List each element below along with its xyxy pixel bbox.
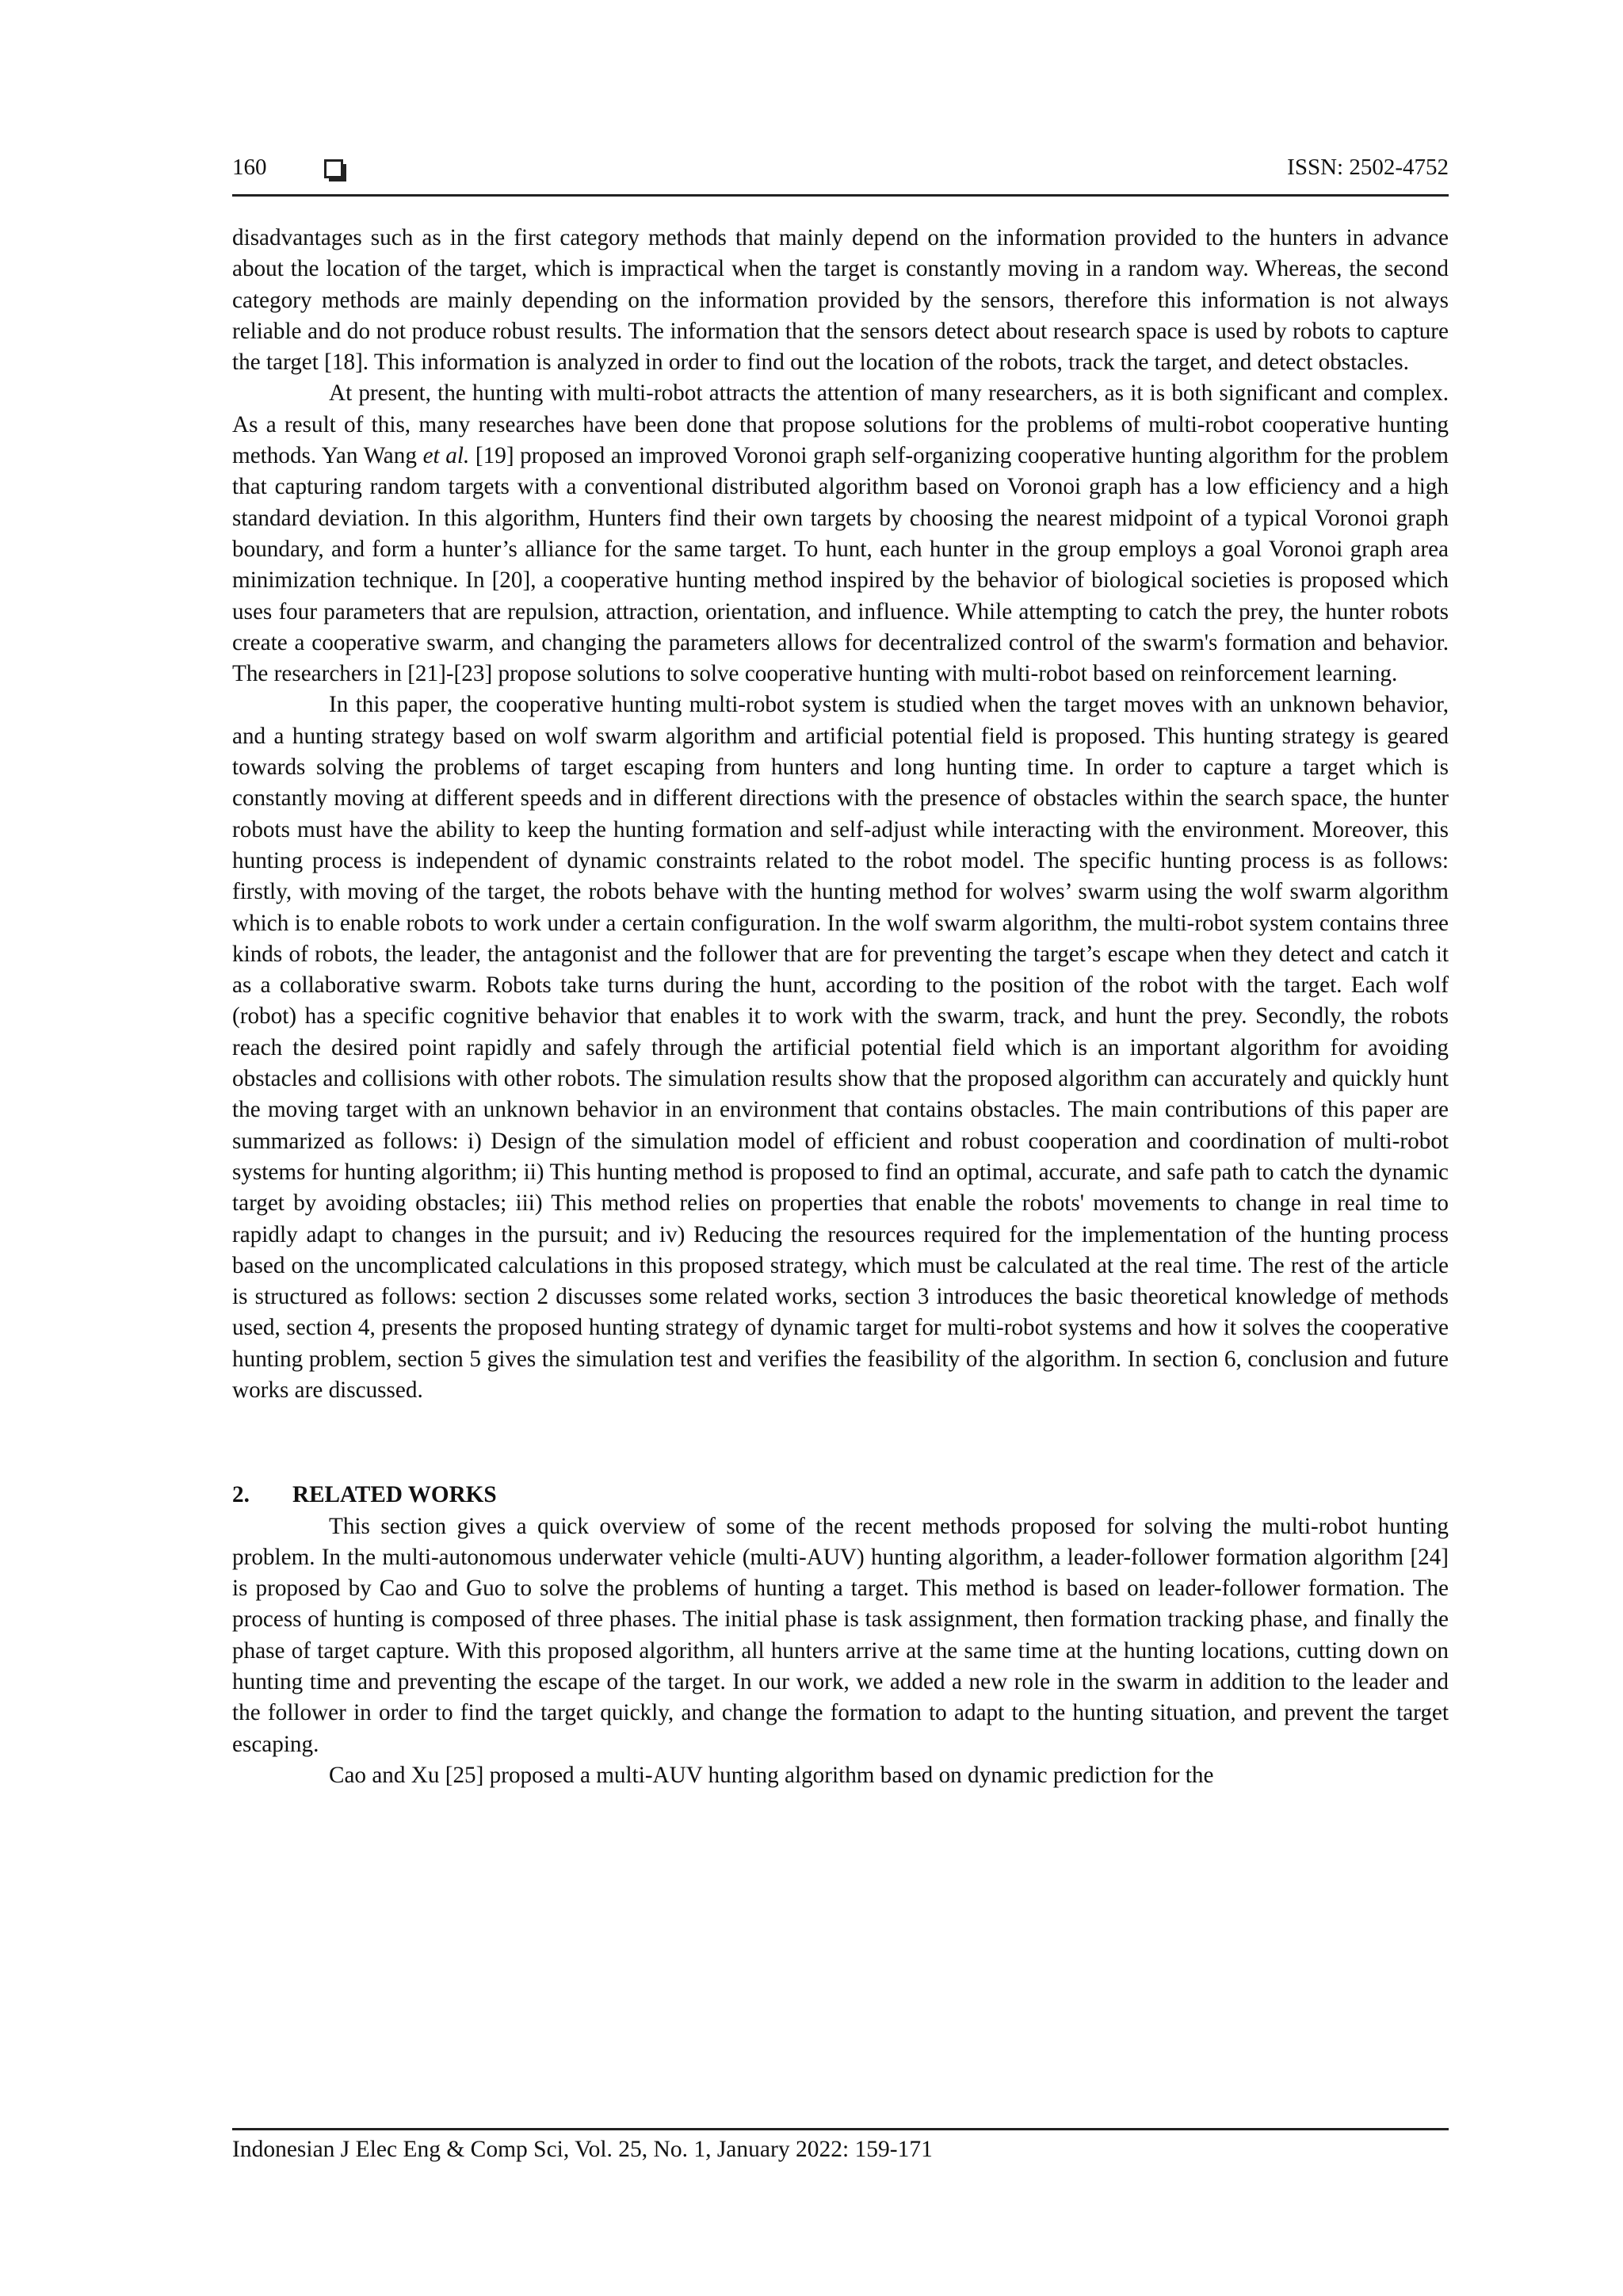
paragraph-continuation: disadvantages such as in the first category methods that mainly depend on the information provided to the hunters in advance about the location of the target, which is impractical when the target is constantly moving in a random way. Whereas, the second category methods are mainly depending on the information provided by the sensors, therefore this information is not always reliable and do not produce robust results. The information that the sensors detect about research space is used by robots to capture the target [18]. This information is analyzed in order to find out the location of the robots, track the target, and detect obstacles. <box>232 225 1449 376</box>
main-content <box>232 223 1449 1791</box>
page-footer <box>232 2128 1449 2163</box>
paragraph-text: At present, the hunting with multi-robot attracts the attention of many researchers, as it is both significant and complex. As a result of this, many researches have been done that propose solutions for the problems of multi-robot cooperative hunting methods. Yan Wang <box>232 380 1449 469</box>
header-box-icon <box>324 159 343 178</box>
paragraph-this-paper: In this paper, the cooperative hunting multi-robot system is studied when the target moves with an unknown behavior, and a hunting strategy based on wolf swarm algorithm and artificial potential field is proposed. This hunting strategy is geared towards solving the problems of target escaping from hunters and long hunting time. In order to capture a target which is constantly moving at different speeds and in different directions with the presence of obstacles within the search space, the hunter robots must have the ability to keep the hunting formation and self-adjust while interacting with the environment. Moreover, this hunting process is independent of dynamic constraints related to the robot model. The specific hunting process is as follows: firstly, with moving of the target, the robots behave with the hunting method for wolves’ swarm using the wolf swarm algorithm which is to enable robots to work under a certain configuration. In the wolf swarm algorithm, the multi-robot system contains three kinds of robots, the leader, the antagonist and the follower that are for preventing the target’s escape when they detect and catch it as a collaborative swarm. Robots take turns during the hunt, according to the position of the robot with the target. Each wolf (robot) has a specific cognitive behavior that enables it to work with the swarm, track, and hunt the prey. Secondly, the robots reach the desired point rapidly and safely through the artificial potential field which is an important algorithm for avoiding obstacles and collisions with other robots. The simulation results show that the proposed algorithm can accurately and quickly hunt the moving target with an unknown behavior in an environment that contains obstacles. The main contributions of this paper are summarized as follows: i) Design of the simulation model of efficient and robust cooperation and coordination of multi-robot systems for hunting algorithm; ii) This hunting method is proposed to find an optimal, accurate, and safe path to catch the dynamic target by avoiding obstacles; iii) This method relies on properties that enable the robots' movements to change in real time to rapidly adapt to changes in the pursuit; and iv) Reducing the resources required for the implementation of the hunting process based on the uncomplicated calculations in this proposed strategy, which must be calculated at the real time. The rest of the article is structured as follows: section 2 discusses some related works, section 3 introduces the basic theoretical knowledge of methods used, section 4, presents the proposed hunting strategy of dynamic target for multi-robot systems and how it solves the cooperative hunting problem, section 5 gives the simulation test and verifies the feasibility of the algorithm. In section 6, conclusion and future works are discussed. <box>232 692 1449 1403</box>
paragraph-related-hunting <box>232 378 1449 690</box>
paragraph-text: [19] proposed an improved Voronoi graph self-organizing cooperative hunting algorithm for the problem that capturing random targets with a conventional distributed algorithm based on Voronoi graph has a low efficiency and a high standard deviation. In this algorithm, Hunters find their own targets by choosing the nearest midpoint of a typical Voronoi graph boundary, and form a hunter’s alliance for the same target. To hunt, each hunter in the group employs a goal Voronoi graph area minimization technique. In [20], a cooperative hunting method inspired by the behavior of biological societies is proposed which uses four parameters that are repulsion, attraction, orientation, and influence. While attempting to catch the prey, the hunter robots create a cooperative swarm, and changing the parameters allows for decentralized control of the swarm's formation and behavior. The researchers in [21]-[23] propose solutions to solve cooperative hunting with multi-robot based on reinforcement learning. <box>232 443 1449 687</box>
section-number: 2. <box>232 1482 250 1508</box>
footer-citation: Indonesian J Elec Eng & Comp Sci, Vol. 25, No. 1, January 2022: 159-171 <box>232 2137 933 2162</box>
paragraph-related-works: This section gives a quick overview of some of the recent methods proposed for solving the multi-robot hunting problem. In the multi-autonomous underwater vehicle (multi-AUV) hunting algorithm, a leader-follower formation algorithm [24] is proposed by Cao and Guo to solve the problems of hunting a target. This method is based on leader-follower formation. The process of hunting is composed of three phases. The initial phase is task assignment, then formation tracking phase, and finally the phase of target capture. With this proposed algorithm, all hunters arrive at the same time at the hunting locations, cutting down on hunting time and preventing the escape of the target. In our work, we added a new role in the swarm in addition to the leader and the follower in order to find the target quickly, and change the formation to adapt to the hunting situation, and prevent the target escaping. <box>232 1513 1449 1757</box>
paragraph-cao-xu: Cao and Xu [25] proposed a multi-AUV hunting algorithm based on dynamic prediction for the <box>329 1762 1214 1788</box>
section-title: RELATED WORKS <box>292 1482 497 1508</box>
section-heading <box>232 1480 1449 1511</box>
et-al-text: et al. <box>422 443 470 469</box>
issn-label: ISSN: 2502-4752 <box>1287 155 1449 180</box>
page-header <box>232 155 1449 197</box>
page-number: 160 <box>232 155 267 180</box>
